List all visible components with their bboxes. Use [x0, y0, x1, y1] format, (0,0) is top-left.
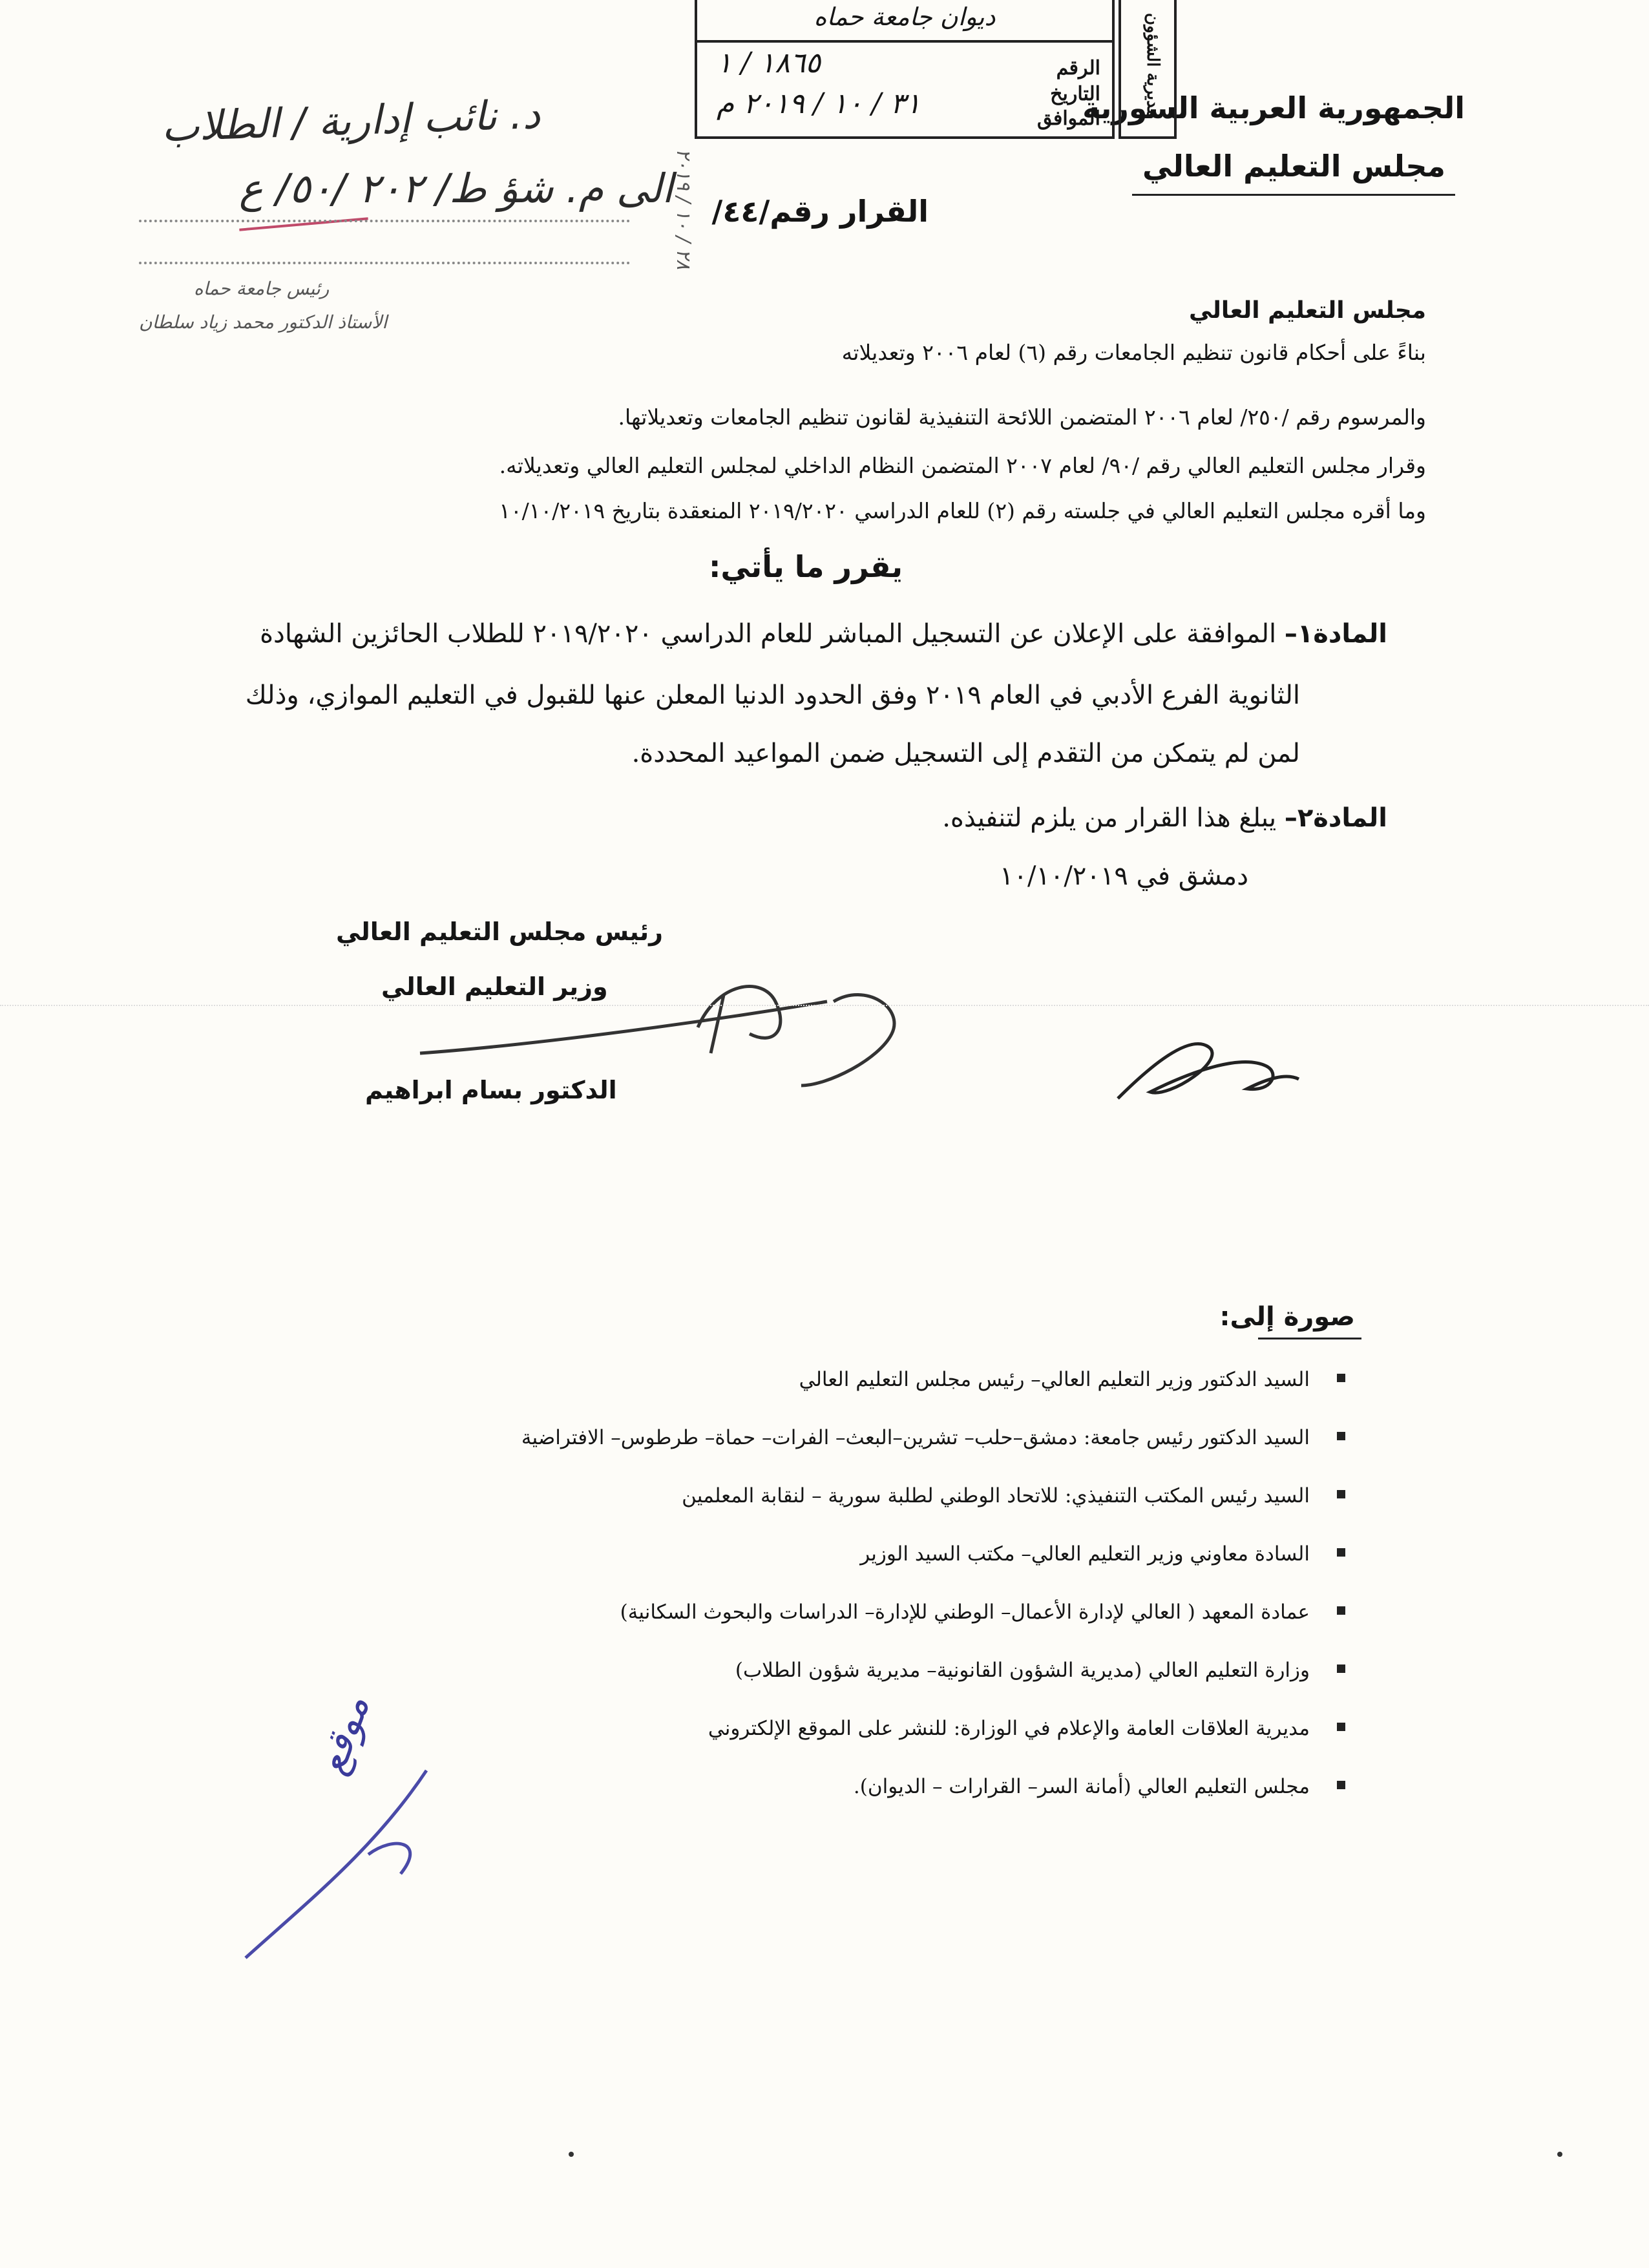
- council-name: مجلس التعليم العالي: [1142, 149, 1445, 184]
- scan-dot: [569, 2152, 574, 2157]
- stamp-corresponding-label: الموافق: [1036, 107, 1100, 130]
- issuer: مجلس التعليم العالي: [1188, 297, 1426, 324]
- header-underline: [1132, 194, 1455, 196]
- bullet-icon: [1337, 1723, 1345, 1731]
- dotted-separator-2: [139, 262, 630, 264]
- handwritten-bottom-stroke: [233, 1758, 446, 1971]
- article-2-label: المادة٢–: [1284, 803, 1387, 833]
- preamble-line: وقرار مجلس التعليم العالي رقم /٩٠/ لعام ٢٠٠٧ المتضمن النظام الداخلي لمجلس التعليم العالي وتعديلاته.: [499, 453, 1426, 478]
- preamble-line: بناءً على أحكام قانون تنظيم الجامعات رقم (٦) لعام ٢٠٠٦ وتعديلاته: [841, 340, 1426, 365]
- place-date: دمشق في ١٠/١٠/٢٠١٩: [1000, 861, 1248, 891]
- article-1-line3: لمن لم يتمكن من التقدم إلى التسجيل ضمن المواعيد المحددة.: [631, 739, 1300, 768]
- list-item: السيد الدكتور رئيس جامعة: دمشق–حلب– تشرين–البعث– الفرات– حماة– طرطوس– الافتراضية: [182, 1409, 1345, 1467]
- registry-stamp-title: ديوان جامعة حماه: [697, 3, 1112, 43]
- president-stamp-line1: رئيس جامعة حماه: [194, 278, 330, 299]
- list-item: السيد رئيس المكتب التنفيذي: للاتحاد الوطني لطلبة سورية – لنقابة المعلمين: [182, 1467, 1345, 1525]
- list-item: وزارة التعليم العالي (مديرية الشؤون القانونية– مديرية شؤون الطلاب): [182, 1641, 1345, 1699]
- signatory-name: الدكتور بسام ابراهيم: [365, 1076, 617, 1104]
- signature-mark-right: [1111, 1027, 1305, 1111]
- bullet-icon: [1337, 1490, 1345, 1498]
- bullet-icon: [1337, 1664, 1345, 1673]
- bullet-icon: [1337, 1432, 1345, 1440]
- vertical-date-note: ٢٨ / ١٠ / ٢٠١٩: [672, 149, 695, 270]
- signatory-title-2: وزير التعليم العالي: [381, 972, 608, 1001]
- signatory-title-1: رئيس مجلس التعليم العالي: [336, 918, 664, 946]
- article-2: [942, 801, 1387, 835]
- handwritten-bottom-note: موقع: [308, 1689, 379, 1781]
- handwritten-note-line1: د. نائب إدارية / الطلاب: [160, 90, 541, 151]
- bullet-icon: [1337, 1606, 1345, 1615]
- scan-fold-line: [0, 1005, 1649, 1006]
- copies-heading: صورة إلى:: [1219, 1302, 1355, 1332]
- list-item: مجلس التعليم العالي (أمانة السر– القرارات – الديوان).: [182, 1758, 1345, 1816]
- article-1-line2: الثانوية الفرع الأدبي في العام ٢٠١٩ وفق الحدود الدنيا المعلن عنها للقبول في التعليم الموازي، وذلك: [245, 680, 1300, 710]
- bullet-icon: [1337, 1781, 1345, 1789]
- president-stamp-line2: الأستاذ الدكتور محمد زياد سلطان: [139, 311, 388, 333]
- stamp-side-box: [1119, 0, 1177, 139]
- list-item: مديرية العلاقات العامة والإعلام في الوزارة: للنشر على الموقع الإلكتروني: [182, 1699, 1345, 1758]
- article-1-line1: الموافقة على الإعلان عن التسجيل المباشر للعام الدراسي ٢٠١٩/٢٠٢٠ للطلاب الحائزين الشهادة: [260, 619, 1277, 649]
- stamp-side-label: مديرية الشؤون: [1143, 13, 1162, 118]
- bullet-icon: [1337, 1374, 1345, 1382]
- preamble-line: والمرسوم رقم /٢٥٠/ لعام ٢٠٠٦ المتضمن اللائحة التنفيذية لقانون تنظيم الجامعات وتعديلاتها.: [618, 404, 1426, 430]
- handwritten-note-line2: الى م. شؤ ط/ ٢٠٢ /٥٠/ ع: [239, 165, 673, 212]
- list-item: السادة معاوني وزير التعليم العالي– مكتب السيد الوزير: [182, 1525, 1345, 1583]
- decision-title: القرار رقم/٤٤/: [711, 194, 929, 229]
- article-1: [260, 617, 1387, 651]
- list-item: السيد الدكتور وزير التعليم العالي– رئيس مجلس التعليم العالي: [182, 1350, 1345, 1409]
- article-2-text: يبلغ هذا القرار من يلزم لتنفيذه.: [942, 803, 1277, 833]
- dotted-separator-1: [139, 220, 630, 222]
- stamp-number-value: ١٨٦٥ / ١: [717, 47, 821, 79]
- registry-stamp: [695, 0, 1162, 139]
- minister-signature: [414, 956, 918, 1105]
- bullet-icon: [1337, 1548, 1345, 1557]
- preamble-line: وما أقره مجلس التعليم العالي في جلسته رقم (٢) للعام الدراسي ٢٠١٩/٢٠٢٠ المنعقدة بتاريخ ١٠/١٠/٢٠١٩: [499, 498, 1426, 523]
- stamp-date-label: التاريخ: [1050, 83, 1100, 105]
- copies-heading-underline: [1258, 1338, 1361, 1339]
- list-item: عمادة المعهد ( العالي لإدارة الأعمال– الوطني للإدارة– الدراسات والبحوث السكانية): [182, 1583, 1345, 1641]
- stamp-number-label: الرقم: [1056, 57, 1100, 79]
- scan-dot: [1557, 2152, 1562, 2157]
- stamp-date-value: ٣١ / ١٠ / ٢٠١٩ م: [717, 87, 921, 120]
- decides-heading: يقرر ما يأتي:: [708, 549, 903, 584]
- article-1-label: المادة١–: [1284, 619, 1387, 649]
- country-name: الجمهورية العربية السورية: [1082, 90, 1465, 125]
